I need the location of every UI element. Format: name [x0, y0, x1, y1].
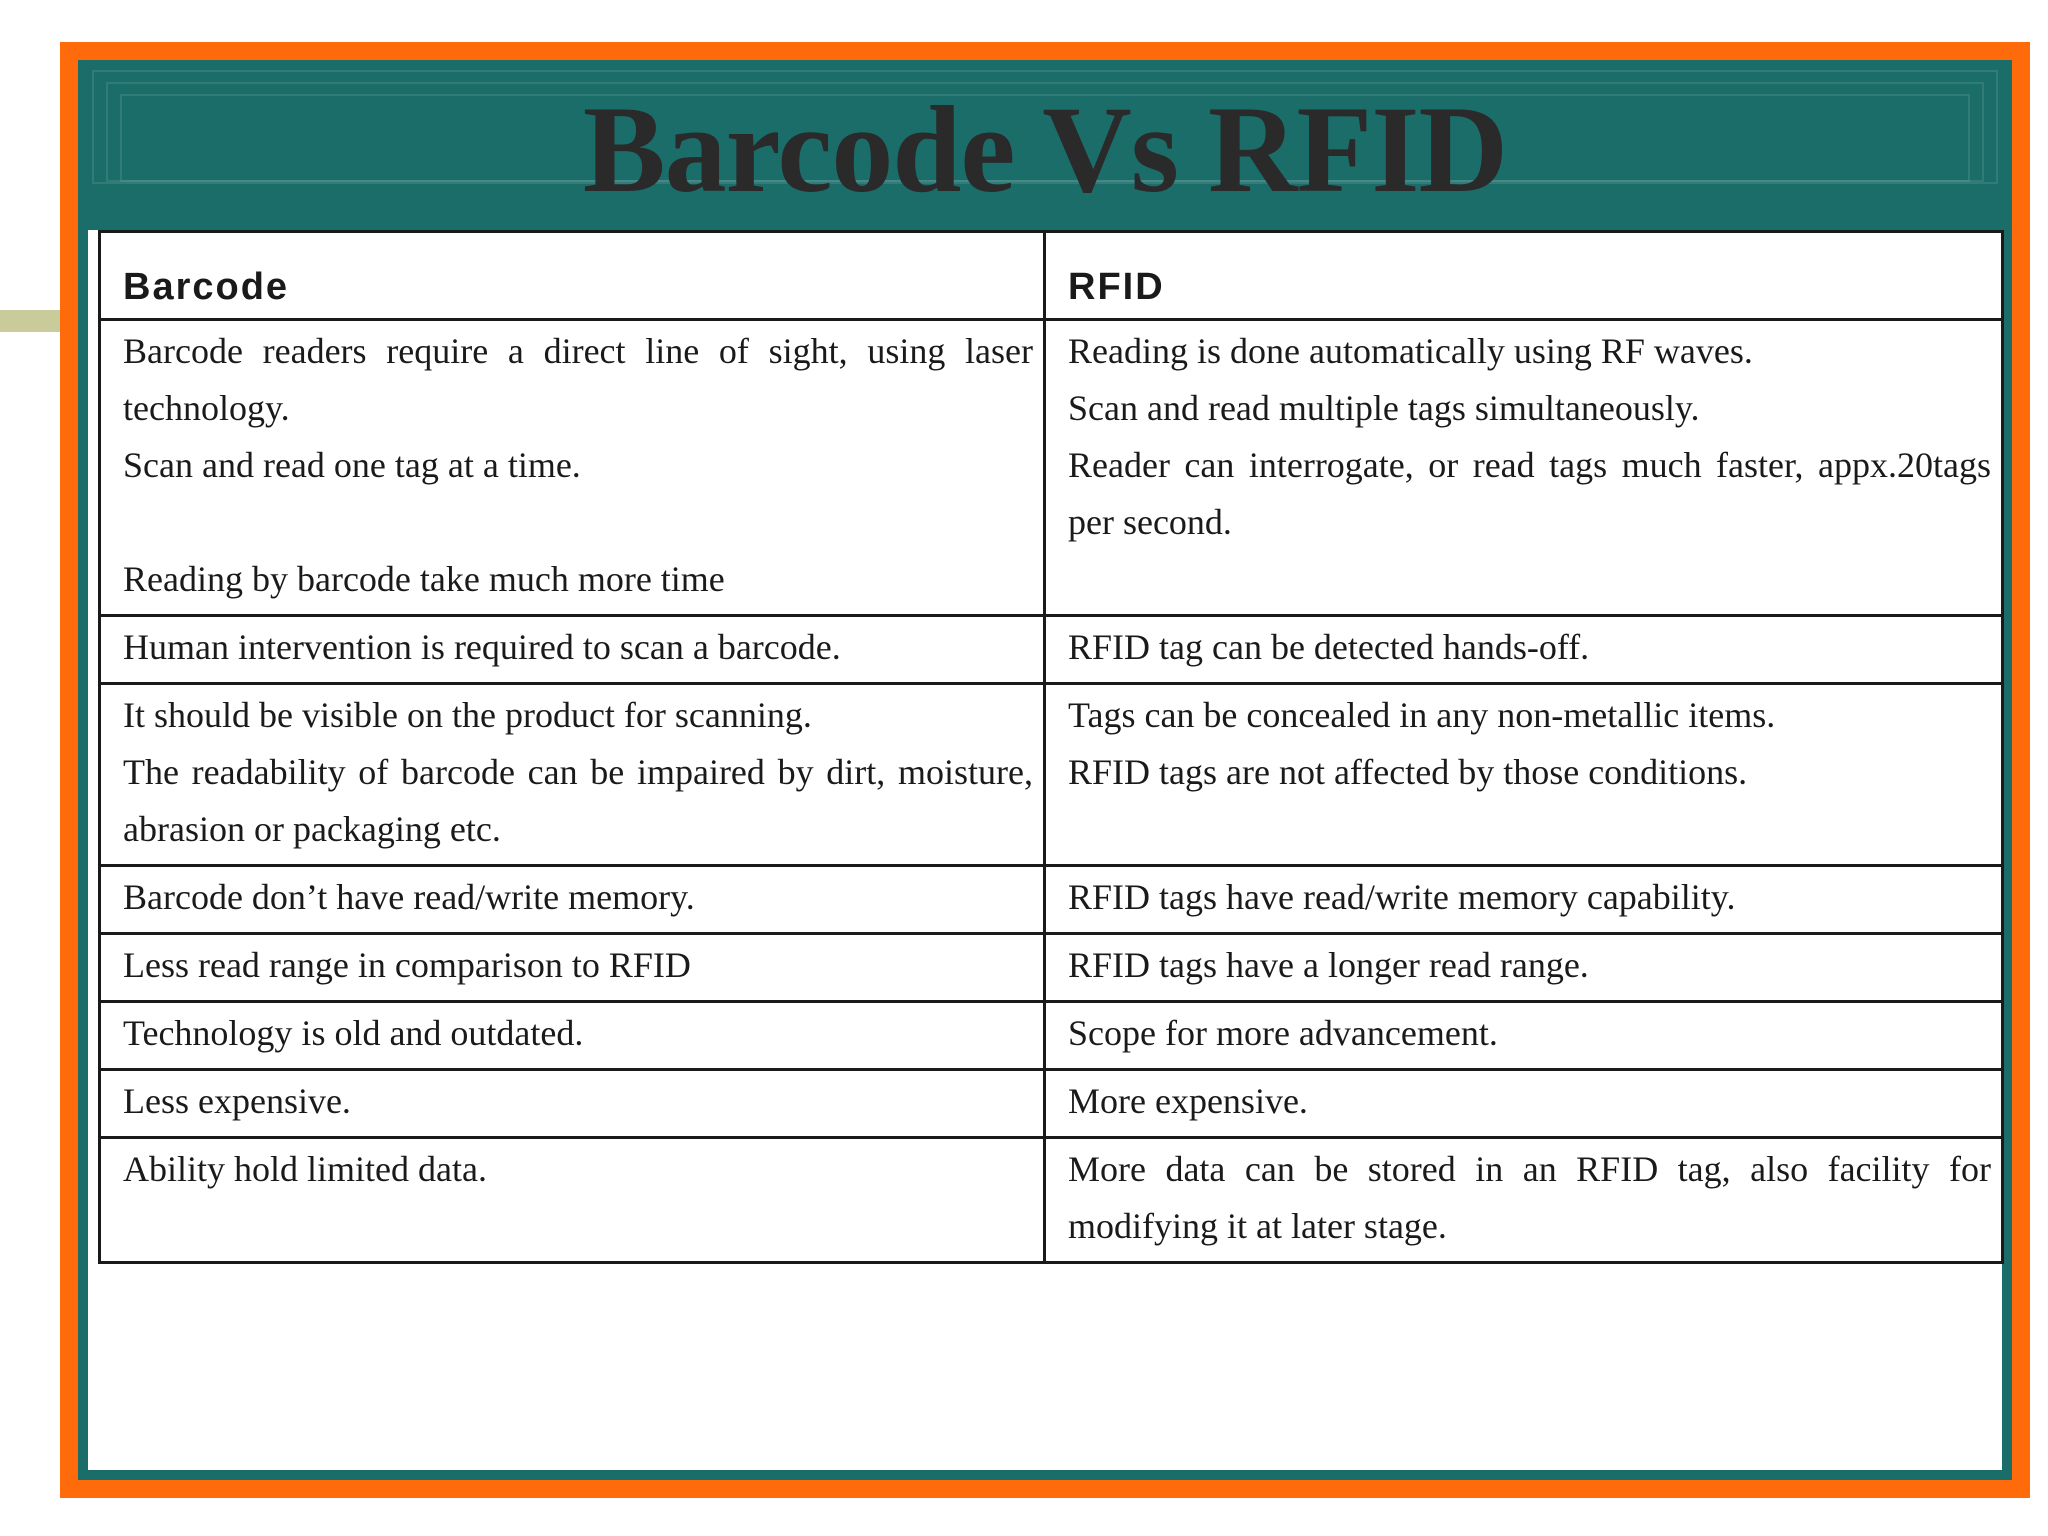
table-header-row: [100, 232, 2003, 320]
cell-text: Barcode don’t have read/write memory.: [123, 877, 695, 917]
cell-text: Reading is done automatically using RF waves.: [1068, 331, 1753, 371]
rfid-cell: [1045, 934, 2003, 1002]
rfid-cell: [1045, 1002, 2003, 1070]
header-barcode: Barcode: [100, 232, 1045, 320]
table-row: [100, 320, 2003, 616]
cell-text: More data can be stored in an RFID tag, also facility for modifying it at later stage.: [1068, 1149, 1991, 1246]
cell-text: Reading by barcode take much more time: [123, 559, 725, 599]
barcode-cell: [100, 1002, 1045, 1070]
table-row: [100, 684, 2003, 866]
cell-text: Tags can be concealed in any non-metallic items.: [1068, 695, 1776, 735]
cell-text: It should be visible on the product for scanning.: [123, 695, 812, 735]
table-row: [100, 934, 2003, 1002]
table-row: [100, 1002, 2003, 1070]
rfid-cell: [1045, 1070, 2003, 1138]
cell-text: Reader can interrogate, or read tags much faster, appx.20tags per second.: [1068, 445, 1991, 542]
slide-background: [78, 60, 2012, 1480]
cell-text: The readability of barcode can be impaired by dirt, moisture, abrasion or packaging etc.: [123, 752, 1033, 849]
barcode-cell: [100, 866, 1045, 934]
rfid-cell: [1045, 866, 2003, 934]
cell-text: Barcode readers require a direct line of sight, using laser technology.: [123, 331, 1033, 428]
slide-title: Barcode Vs RFID: [582, 81, 1508, 218]
cell-text: Less read range in comparison to RFID: [123, 945, 691, 985]
table-row: [100, 866, 2003, 934]
comparison-table: [98, 230, 2004, 1264]
rfid-cell: [1045, 616, 2003, 684]
rfid-cell: [1045, 1138, 2003, 1263]
cell-text: RFID tags have a longer read range.: [1068, 945, 1589, 985]
cell-text: Human intervention is required to scan a barcode.: [123, 627, 841, 667]
cell-text: RFID tag can be detected hands-off.: [1068, 627, 1590, 667]
cell-text: More expensive.: [1068, 1081, 1308, 1121]
cell-text: RFID tags have read/write memory capability.: [1068, 877, 1736, 917]
cell-text: Scan and read one tag at a time.: [123, 445, 581, 485]
cell-text: Ability hold limited data.: [123, 1149, 487, 1189]
table-panel: [88, 230, 2002, 1470]
cell-text: Less expensive.: [123, 1081, 351, 1121]
barcode-cell: [100, 1070, 1045, 1138]
barcode-cell: [100, 616, 1045, 684]
rfid-cell: [1045, 684, 2003, 866]
barcode-cell: [100, 934, 1045, 1002]
barcode-cell: [100, 320, 1045, 616]
cell-text: Technology is old and outdated.: [123, 1013, 584, 1053]
table-row: [100, 1138, 2003, 1263]
barcode-cell: [100, 684, 1045, 866]
cell-text: Scan and read multiple tags simultaneously.: [1068, 388, 1700, 428]
cell-text: Scope for more advancement.: [1068, 1013, 1498, 1053]
table-row: [100, 1070, 2003, 1138]
accent-bar: [0, 310, 60, 332]
rfid-cell: [1045, 320, 2003, 616]
slide-frame: [60, 42, 2030, 1498]
barcode-cell: [100, 1138, 1045, 1263]
cell-text: RFID tags are not affected by those conditions.: [1068, 752, 1748, 792]
table-row: [100, 616, 2003, 684]
header-rfid: RFID: [1045, 232, 2003, 320]
